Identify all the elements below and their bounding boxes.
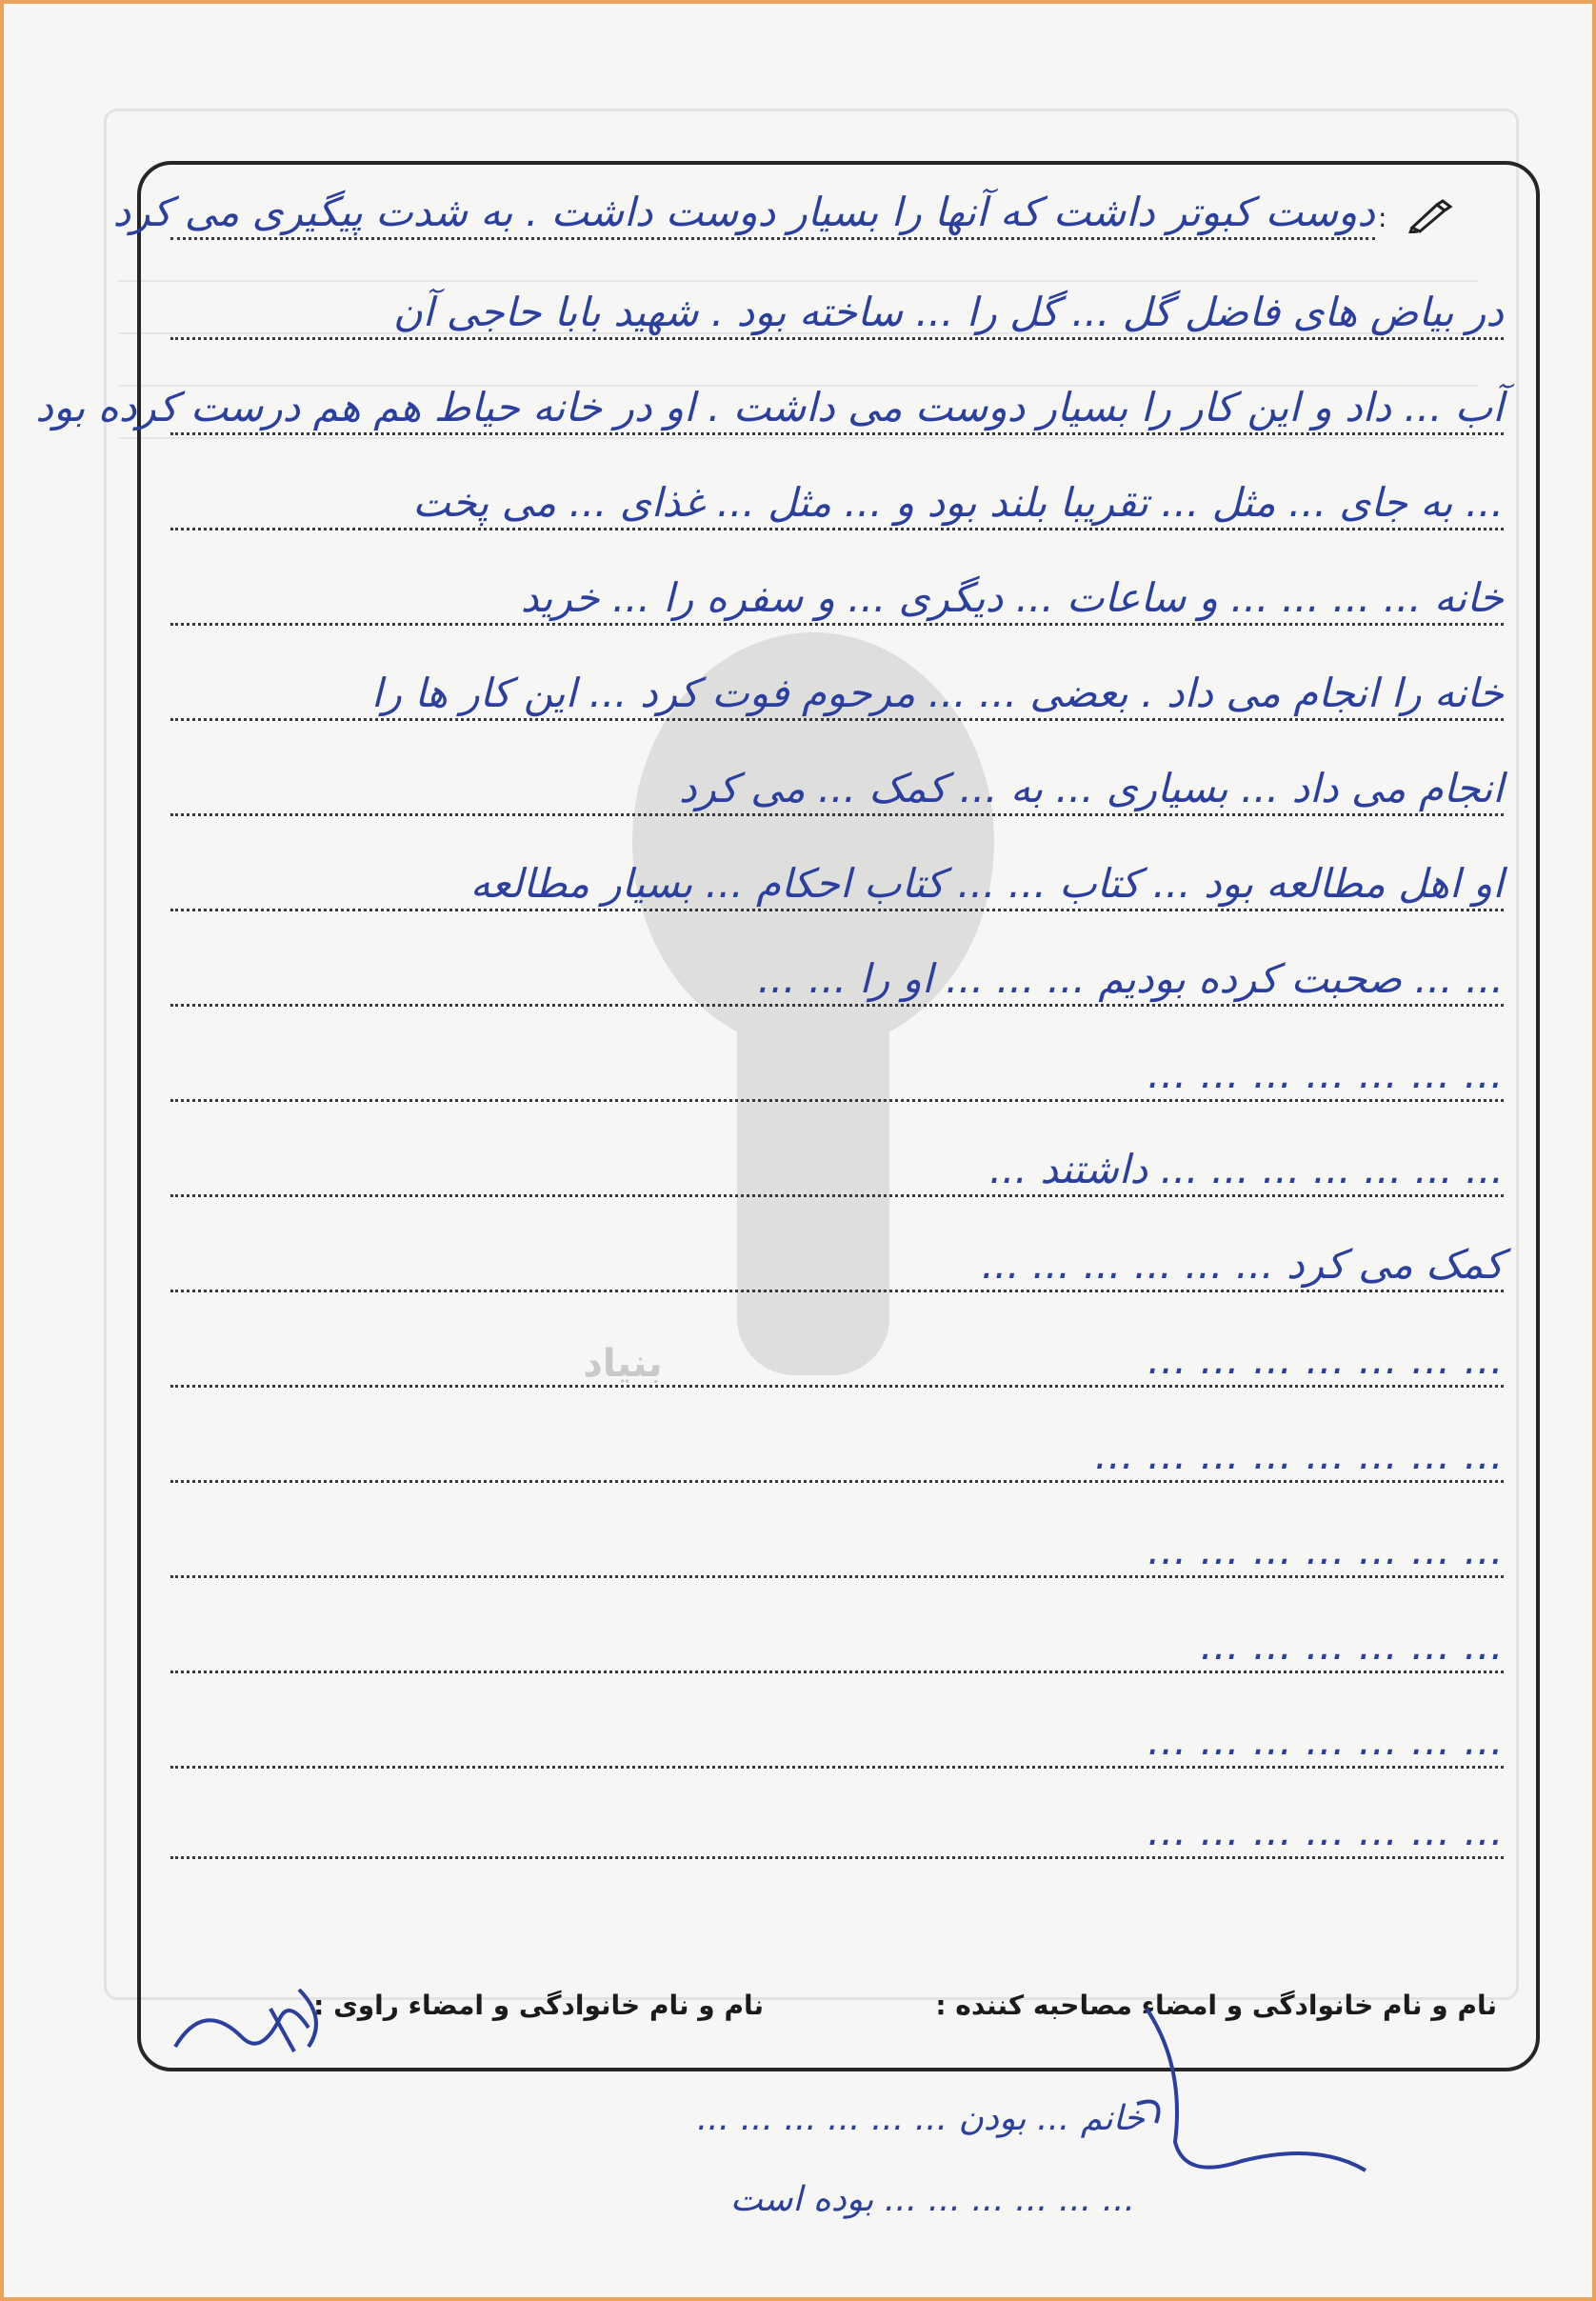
margin-note-line: ... ... ... ... ... ... بوده است — [729, 2180, 1135, 2219]
text-line — [170, 574, 1504, 626]
handwritten-text: او اهل مطالعه بود ... کتاب ... ... کتاب احکام ... بسیار مطالعه — [469, 860, 1504, 907]
text-line — [170, 1146, 1504, 1197]
label-colon: : — [1378, 202, 1387, 233]
text-line — [170, 289, 1504, 340]
text-line — [35, 384, 1504, 435]
text-line — [170, 670, 1504, 721]
interviewer-signature-label: نام و نام خانوادگی و امضاء مصاحبه کننده : — [935, 1990, 1497, 2021]
text-line — [170, 1336, 1504, 1388]
handwritten-text: ... ... ... ... ... ... ... — [1147, 1050, 1504, 1097]
handwritten-text: در بیاض های فاضل گل ... گل را ... ساخته بود . شهید بابا حاجی آن — [392, 289, 1504, 335]
pen-writing-icon — [1408, 199, 1456, 233]
text-line — [170, 1431, 1504, 1483]
text-line — [170, 955, 1504, 1007]
text-line — [170, 1717, 1504, 1769]
handwritten-text: ... ... ... ... ... ... — [1200, 1622, 1504, 1669]
handwritten-text: ... ... ... ... ... ... ... — [1147, 1717, 1504, 1764]
handwritten-text: ... ... ... ... ... ... ... — [1147, 1527, 1504, 1573]
handwritten-text: انجام می داد ... بسیاری ... به ... کمک ... می کرد — [678, 765, 1504, 811]
handwritten-text: ... ... ... ... ... ... ... داشتند ... — [988, 1146, 1504, 1192]
narrator-signature — [166, 1980, 347, 2066]
narrator-signature-label: نام و نام خانوادگی و امضاء راوی : — [313, 1990, 764, 2021]
text-line — [170, 479, 1504, 530]
handwritten-text: ... ... ... ... ... ... ... — [1147, 1808, 1504, 1854]
text-line — [170, 1622, 1504, 1673]
handwritten-text: خانه را انجام می داد . بعضی ... ... مرحوم فوت کرد ... این کار ها را — [370, 670, 1504, 716]
text-line — [170, 1050, 1504, 1102]
handwritten-text: ... ... ... ... ... ... ... — [1147, 1336, 1504, 1383]
handwritten-text: ... ... صحبت کرده بودیم ... ... ... او را ... ... — [757, 955, 1504, 1002]
margin-note-line: خانم ... بودن ... ... ... ... ... ... — [696, 2099, 1145, 2138]
handwritten-text: خانه ... ... ... ... و ساعات ... دیگری ... و سفره را ... خرید — [520, 574, 1504, 621]
handwritten-text: دوست کبوتر داشت که آنها را بسیار دوست داشت . به شدت پیگیری می کرد — [112, 189, 1375, 235]
text-line — [170, 1527, 1504, 1578]
form-frame — [137, 161, 1540, 2071]
text-line — [170, 860, 1504, 911]
text-line — [112, 189, 1375, 240]
handwritten-text: کمک می کرد ... ... ... ... ... ... — [981, 1241, 1504, 1288]
text-line — [170, 1241, 1504, 1292]
handwritten-text: آب ... داد و این کار را بسیار دوست می داشت . او در خانه حیاط هم هم درست کرده بود — [35, 384, 1504, 430]
text-line — [170, 765, 1504, 816]
handwritten-text: ... ... ... ... ... ... ... ... — [1094, 1431, 1504, 1478]
watermark-text: بنیاد — [583, 1342, 663, 1386]
handwritten-text: ... به جای ... مثل ... تقریبا بلند بود و ... مثل ... غذای ... می پخت — [412, 479, 1504, 526]
text-line — [170, 1808, 1504, 1859]
interviewer-signature — [1127, 1999, 1375, 2190]
